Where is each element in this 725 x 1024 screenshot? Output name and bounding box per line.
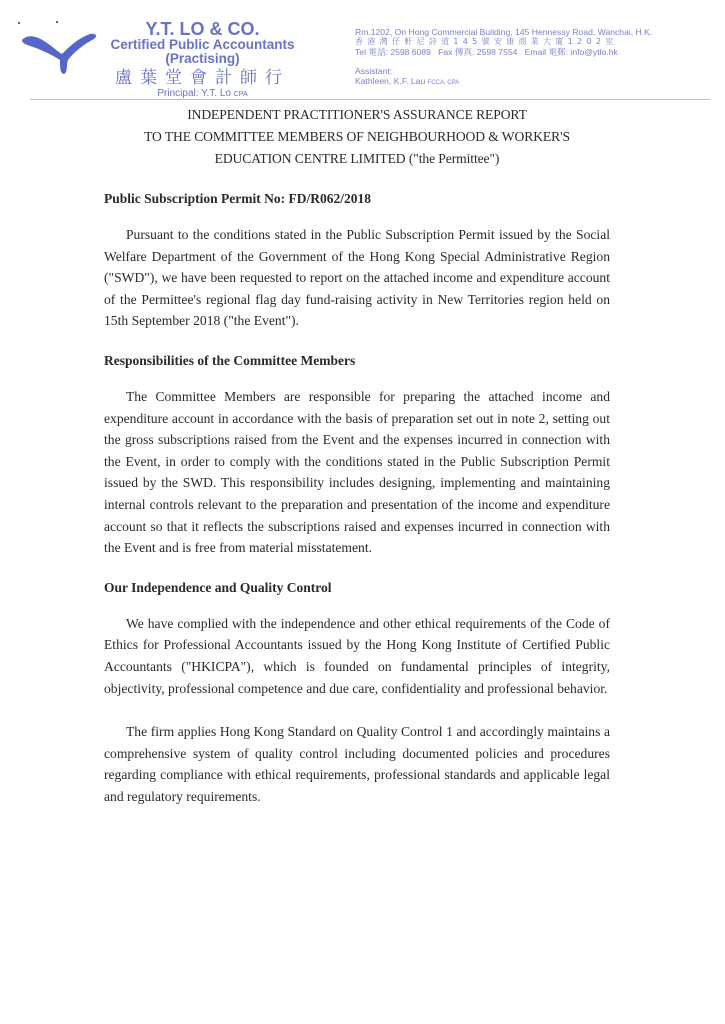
title-line: EDUCATION CENTRE LIMITED ("the Permittee") [214,151,500,166]
letterhead-divider [30,99,710,100]
firm-status: (Practising) [165,51,240,66]
assistant-credentials: FCCA, CPA [427,80,460,86]
firm-name: Y.T. LO & CO. [145,19,260,39]
contact-line: Tel 電話: 2598 6089 Fax 傳真: 2598 7554 Email 電郵: info@ytlo.hk [355,47,618,57]
scan-speck [18,22,20,24]
address-chinese: 香港灣仔軒尼詩道145號安康商業大廈1202室 [355,37,618,46]
firm-chinese-name: 盧葉堂會計師行 [115,68,290,88]
permit-heading: Public Subscription Permit No: FD/R062/2018 [104,191,371,206]
address-english: Rm.1202, On Hong Commercial Building, 145 Hennessy Road, Wanchai, H.K. [355,27,653,37]
principal-credential: CPA [233,91,248,98]
independence-paragraph: We have complied with the independence and other ethical requirements of the Code of Ethics for Professional Accountants issued by the Hong Kong Institute of Certified Public Accountants ("HKICPA"), which is founded on fundamental principles of integrity, objectivity, professional competence and due care, confidentiality and professional behavior. [104,615,610,696]
firm-subtitle: Certified Public Accountants [110,37,295,52]
contact-block [355,27,715,88]
section-heading-independence: Our Independence and Quality Control [104,579,332,595]
section-heading-responsibilities: Responsibilities of the Committee Members [104,352,356,368]
letterhead [0,0,725,100]
firm-block [100,20,305,101]
bird-logo-icon [18,28,98,76]
responsibilities-paragraph: The Committee Members are responsible for preparing the attached income and expenditure account in accordance with the basis of preparation set out in note 2, setting out the gross subscriptions raised from the Event and the expenses incurred in connection with the Event, in order to comply with the conditions stated in the Public Subscription Permit issued by the SWD. This responsibility includes designing, implementing and maintaining internal controls relevant to the preparation and presentation of the income and expenditure account so that it reflects the subscriptions raised and expenses incurred in connection with the Event and is free from material misstatement. [104,388,610,556]
title-line: TO THE COMMITTEE MEMBERS OF NEIGHBOURHOOD & WORKER'S [144,129,570,144]
quality-control-paragraph: The firm applies Hong Kong Standard on Quality Control 1 and accordingly maintains a comprehensive system of quality control including documented policies and procedures regarding compliance with ethical requirements, professional standards and applicable legal and regulatory requirements. [104,724,610,804]
assistant-name: Kathleen, K.F. Lau [355,76,426,86]
report-title [104,104,610,170]
report-body [104,104,610,807]
title-line: INDEPENDENT PRACTITIONER'S ASSURANCE REPORT [187,107,527,122]
assistant [355,76,715,88]
assistant-label: Assistant: [355,66,393,76]
principal-label: Principal: Y.T. Lo [157,88,231,99]
intro-paragraph: Pursuant to the conditions stated in the Public Subscription Permit issued by the Social Welfare Department of the Government of the Hong Kong Special Administrative Region ("SWD"), we have been requested to report on the attached income and expenditure account of the Permittee's regional flag day fund-raising activity in New Territories region held on 15th September 2018 ("the Event"). [104,227,610,329]
scan-speck [56,21,58,23]
